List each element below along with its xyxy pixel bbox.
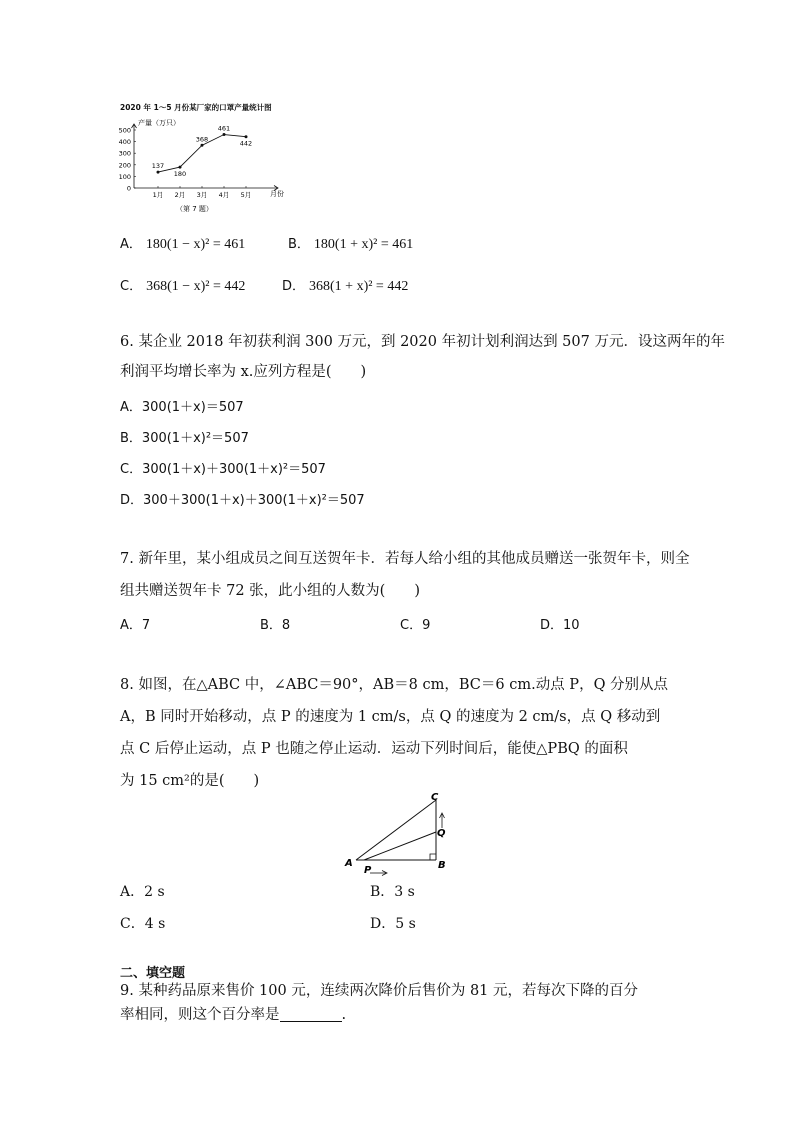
q8-stem-line2: A，B 同时开始移动，点 P 的速度为 1 cm/s，点 Q 的速度为 2 cm/s，点 Q 移动到 [120, 709, 661, 725]
label-c: C [431, 792, 439, 803]
q9-stem-line2: 率相同，则这个百分率是 . [120, 1007, 347, 1023]
data-point [179, 166, 182, 169]
q6-option-d[interactable]: D．300＋300(1＋x)＋300(1＋x)²＝507 [120, 493, 365, 508]
chart-series [152, 125, 252, 179]
q8-stem-line1: 8. 如图，在△ABC 中，∠ABC＝90°，AB＝8 cm，BC＝6 cm.动点 P，Q 分别从点 [120, 677, 669, 693]
q5-option-b[interactable]: B． 180(1 + x)² = 461 [288, 237, 414, 252]
q8-option-c[interactable]: C．4 s [120, 916, 166, 932]
x-axis-label: 月份 [270, 190, 284, 198]
q6-option-b[interactable]: B．300(1＋x)²＝507 [120, 431, 249, 446]
side-ac [356, 800, 436, 860]
q7-option-d[interactable]: D．10 [540, 618, 580, 633]
label-a: A [345, 858, 353, 869]
y-tick-label: 100 [118, 172, 131, 181]
q7-option-c[interactable]: C．9 [400, 618, 431, 633]
right-angle-mark [430, 854, 436, 860]
data-point [157, 171, 160, 174]
chart-title: 2020 年 1～5 月份某厂家的口罩产量统计图 [120, 103, 272, 112]
q7-stem-line2: 组共赠送贺年卡 72 张，此小组的人数为( ) [120, 583, 420, 599]
answer-blank[interactable] [280, 1007, 342, 1022]
q5-option-a[interactable]: A． 180(1 − x)² = 461 [120, 237, 246, 252]
x-tick-label: 4月 [218, 191, 230, 199]
data-point [223, 133, 226, 136]
q7-option-a[interactable]: A．7 [120, 618, 151, 633]
y-tick-label: 300 [118, 149, 131, 158]
y-tick-label: 200 [118, 161, 131, 170]
q6-option-c[interactable]: C．300(1＋x)＋300(1＋x)²＝507 [120, 462, 326, 477]
q8-stem-line4: 为 15 cm²的是( ) [120, 773, 260, 789]
data-label: 137 [151, 162, 165, 171]
q7-stem-line1: 7. 新年里，某小组成员之间互送贺年卡．若每人给小组的其他成员赠送一张贺年卡，则全 [120, 551, 690, 567]
label-p: P [364, 865, 372, 876]
x-tick-label: 1月 [152, 191, 164, 199]
q8-option-a[interactable]: A．2 s [120, 884, 165, 900]
label-q: Q [437, 828, 446, 839]
q6-stem-line1: 6. 某企业 2018 年初获利润 300 万元，到 2020 年初计划利润达到 507 万元．设这两年的年 [120, 334, 725, 350]
chart-axes [132, 124, 279, 191]
data-point [201, 144, 204, 147]
q7-option-b[interactable]: B．8 [260, 618, 291, 633]
q8-stem-line3: 点 C 后停止运动，点 P 也随之停止运动．运动下列时间后，能使△PBQ 的面积 [120, 741, 628, 757]
data-label: 180 [173, 170, 187, 179]
data-label: 442 [239, 139, 253, 148]
y-tick-label: 500 [118, 126, 131, 135]
y-tick-label: 0 [126, 184, 131, 193]
data-label: 368 [195, 135, 209, 144]
q6-option-a[interactable]: A．300(1＋x)＝507 [120, 400, 244, 415]
y-axis-label: 产量（万只） [138, 119, 180, 127]
y-tick-label: 400 [118, 138, 131, 147]
x-tick-label: 2月 [174, 191, 186, 199]
label-b: B [438, 860, 446, 871]
data-point [245, 135, 248, 138]
line-chart [110, 112, 300, 216]
data-label: 461 [217, 124, 231, 133]
q5-option-c[interactable]: C． 368(1 − x)² = 442 [120, 279, 246, 294]
section-heading: 二、填空题 [120, 966, 186, 981]
q5-option-d[interactable]: D． 368(1 + x)² = 442 [282, 279, 409, 294]
x-tick-label: 5月 [240, 191, 252, 199]
q6-stem-line2: 利润平均增长率为 x.应列方程是( ) [120, 364, 367, 380]
q8-option-d[interactable]: D．5 s [370, 916, 416, 932]
q9-stem-line1: 9. 某种药品原来售价 100 元，连续两次降价后售价为 81 元，若每次下降的百分 [120, 983, 639, 999]
x-tick-label: 3月 [196, 191, 208, 199]
q8-option-b[interactable]: B．3 s [370, 884, 415, 900]
chart-caption: （第 7 题） [176, 205, 213, 213]
triangle-figure [340, 788, 460, 880]
